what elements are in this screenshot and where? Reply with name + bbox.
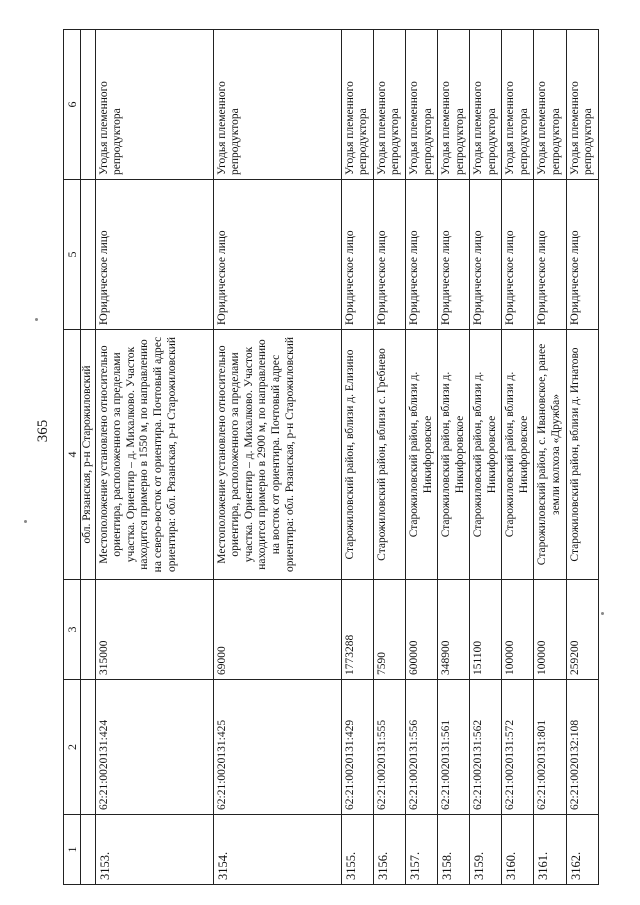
row-number-cell: 3155. <box>341 815 373 885</box>
address-cell: Местоположение установлено относительно ориентира, расположенного за пределами участка. Ориентир – д. Михалково. Участок находится примерно в 1550 м, по направлению на северо-восток от ориентира. Почтовый адрес ориентира: обл. Рязанская, р-н Старожиловский <box>95 330 213 580</box>
row-number-cell: 3161. <box>534 815 566 885</box>
row-number-cell: 3160. <box>502 815 534 885</box>
owner-cell: Юридическое лицо <box>373 180 405 330</box>
continuation-row <box>81 30 96 885</box>
rotated-table-container <box>63 30 595 885</box>
cadastral-number-cell: 62:21:0020131:555 <box>373 680 405 815</box>
column-number: 6 <box>64 30 81 180</box>
owner-cell: Юридическое лицо <box>438 180 470 330</box>
row-number-cell: 3154. <box>213 815 341 885</box>
area-cell: 348900 <box>438 580 470 680</box>
address-cell: Старожиловский район, с. Ивановское, ранее земли колхоза «Дружба» <box>534 330 566 580</box>
area-cell: 100000 <box>534 580 566 680</box>
table-row <box>405 30 437 885</box>
usage-cell: Угодья племенного репродуктора <box>95 30 213 180</box>
continued-address-cell: обл. Рязанская, р-н Старожиловский <box>81 330 96 580</box>
usage-cell: Угодья племенного репродуктора <box>405 30 437 180</box>
cadastral-number-cell: 62:21:0020131:425 <box>213 680 341 815</box>
usage-cell: Угодья племенного репродуктора <box>534 30 566 180</box>
table-row <box>566 30 598 885</box>
owner-cell: Юридическое лицо <box>534 180 566 330</box>
row-number-cell: 3157. <box>405 815 437 885</box>
column-number: 4 <box>64 330 81 580</box>
table-row <box>502 30 534 885</box>
owner-cell: Юридическое лицо <box>470 180 502 330</box>
address-cell: Старожиловский район, вблизи д. Игнатово <box>566 330 598 580</box>
area-cell: 1773288 <box>341 580 373 680</box>
cadastral-number-cell: 62:21:0020131:562 <box>470 680 502 815</box>
table-row <box>534 30 566 885</box>
usage-cell: Угодья племенного репродуктора <box>438 30 470 180</box>
cadastral-number-cell: 62:21:0020131:561 <box>438 680 470 815</box>
cadastral-number-cell: 62:21:0020131:556 <box>405 680 437 815</box>
area-cell: 600000 <box>405 580 437 680</box>
area-cell: 100000 <box>502 580 534 680</box>
address-cell: Старожиловский район, вблизи д. Никифоровское <box>405 330 437 580</box>
address-cell: Старожиловский район, вблизи д. Никифоровское <box>438 330 470 580</box>
table-row <box>470 30 502 885</box>
table-row <box>95 30 213 885</box>
area-cell: 315000 <box>95 580 213 680</box>
cadastral-number-cell: 62:21:0020131:801 <box>534 680 566 815</box>
area-cell: 69000 <box>213 580 341 680</box>
owner-cell: Юридическое лицо <box>405 180 437 330</box>
owner-cell: Юридическое лицо <box>213 180 341 330</box>
cadastral-number-cell: 62:21:0020131:429 <box>341 680 373 815</box>
usage-cell: Угодья племенного репродуктора <box>373 30 405 180</box>
usage-cell: Угодья племенного репродуктора <box>566 30 598 180</box>
address-cell: Старожиловский район, вблизи д. Никифоровское <box>502 330 534 580</box>
row-number-cell: 3159. <box>470 815 502 885</box>
area-cell: 7590 <box>373 580 405 680</box>
land-plots-table <box>63 29 599 885</box>
row-number-cell: 3153. <box>95 815 213 885</box>
area-cell: 259200 <box>566 580 598 680</box>
scan-speck <box>35 318 38 321</box>
table-row <box>213 30 341 885</box>
column-number-header-row <box>64 30 81 885</box>
usage-cell: Угодья племенного репродуктора <box>341 30 373 180</box>
usage-cell: Угодья племенного репродуктора <box>213 30 341 180</box>
cadastral-number-cell: 62:21:0020131:424 <box>95 680 213 815</box>
owner-cell: Юридическое лицо <box>95 180 213 330</box>
owner-cell: Юридическое лицо <box>502 180 534 330</box>
row-number-cell: 3158. <box>438 815 470 885</box>
owner-cell: Юридическое лицо <box>566 180 598 330</box>
table-row <box>438 30 470 885</box>
column-number: 2 <box>64 680 81 815</box>
usage-cell: Угодья племенного репродуктора <box>470 30 502 180</box>
column-number: 5 <box>64 180 81 330</box>
cadastral-number-cell: 62:21:0020132:108 <box>566 680 598 815</box>
page-number: 365 <box>35 419 51 443</box>
usage-cell: Угодья племенного репродуктора <box>502 30 534 180</box>
scan-speck <box>601 612 604 615</box>
scan-speck <box>24 520 27 523</box>
address-cell: Старожиловский район, вблизи д. Никифоровское <box>470 330 502 580</box>
row-number-cell: 3162. <box>566 815 598 885</box>
cadastral-number-cell: 62:21:0020131:572 <box>502 680 534 815</box>
address-cell: Местоположение установлено относительно ориентира, расположенного за пределами участка. Ориентир – д. Михалково. Участок находится примерно в 2900 м, по направлению на восток от ориентира. Почтовый адрес ориентира: обл. Рязанская, р-н Старожиловский <box>213 330 341 580</box>
address-cell: Старожиловский район, вблизи с. Гребнево <box>373 330 405 580</box>
owner-cell: Юридическое лицо <box>341 180 373 330</box>
column-number: 3 <box>64 580 81 680</box>
row-number-cell: 3156. <box>373 815 405 885</box>
address-cell: Старожиловский район, вблизи д. Елизино <box>341 330 373 580</box>
table-row <box>373 30 405 885</box>
area-cell: 151100 <box>470 580 502 680</box>
column-number: 1 <box>64 815 81 885</box>
table-row <box>341 30 373 885</box>
